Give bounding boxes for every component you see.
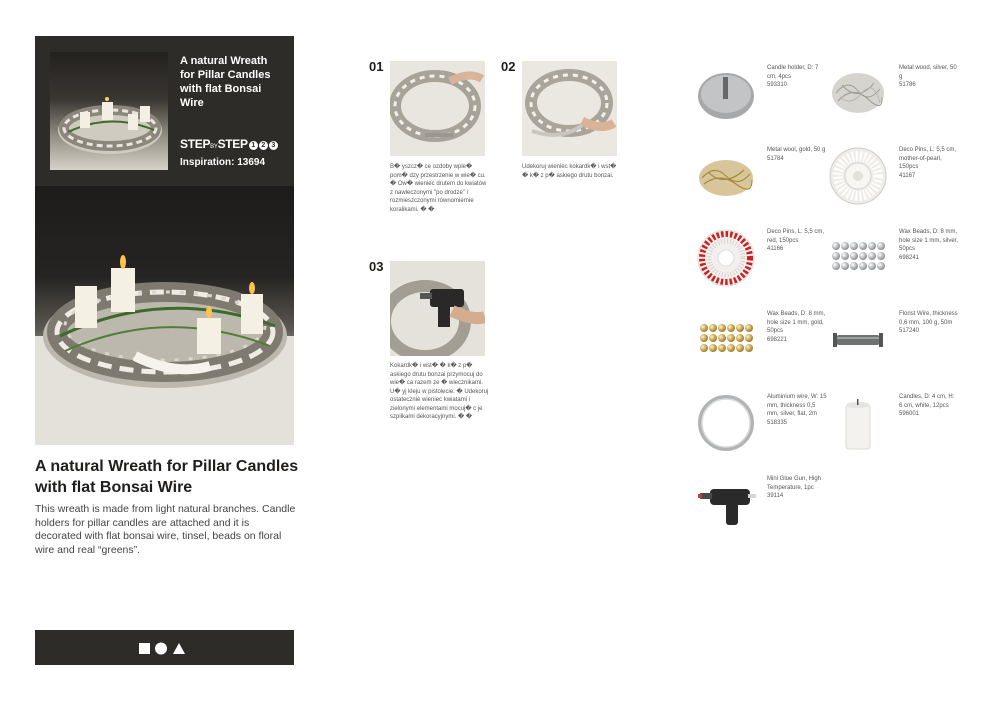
red-pins-icon	[696, 228, 756, 288]
material-label: Deco Pins, L: 5,5 cm, red, 150pcs 41166	[767, 229, 825, 253]
main-title: A natural Wreath for Pillar Candles with flat Bonsai Wire	[35, 458, 299, 496]
material-label: Candles, D: 4 cm, H: 6 cm, white, 12pcs 596001	[899, 394, 955, 418]
step-1-photo	[390, 61, 485, 156]
main-description: This wreath is made from light natural branches. Candle holders for pillar candles are attached and it is decorated with flat bonsai wire, tinsel, beads on floral wire and real “greens”.	[35, 503, 296, 556]
pearl-pins-icon	[828, 146, 888, 206]
step-2-photo	[522, 61, 617, 156]
step-1-text: B� yszcz� ce ozdoby wple� pom� dzy przestrzenie w wie� cu. � Ow� wieniec drutem do kwiatów z nawleczonymi "po drodze" i rozmieszczonymi równomiernie koralikami. � �	[390, 164, 487, 213]
material-label: Wax Beads, D: 8 mm, hole size 1 mm, silver, 50pcs 698241	[899, 229, 959, 261]
step-number: 01	[369, 59, 384, 74]
material-label: Deco Pins, L: 5,5 cm, mother-of-pearl, 150pcs 41167	[899, 147, 957, 179]
footer-bar	[35, 630, 294, 665]
gold-beads-icon	[696, 310, 756, 370]
candle-icon	[828, 393, 888, 453]
step-2-text: Udekoruj wieniec kokardk� i wst� � k� z p� askiego drutu bonzai.	[522, 164, 617, 179]
aluminium-wire-icon	[696, 393, 756, 453]
header-title: A natural Wreath for Pillar Candles with flat Bonsai Wire	[180, 55, 271, 109]
florist-wire-icon	[828, 310, 888, 370]
wreath-thumbnail	[50, 52, 168, 170]
wreath-main-photo	[35, 186, 294, 445]
materials-category-icons	[137, 640, 193, 656]
logo-number: 2	[259, 141, 268, 150]
header-panel	[35, 36, 294, 186]
material-label: Metal wool, gold, 50 g 51784	[767, 147, 826, 162]
material-label: Candle holder, D: 7 cm, 4pcs 593310	[767, 65, 819, 89]
step-number: 03	[369, 259, 384, 274]
silver-beads-icon	[828, 228, 888, 288]
glue-gun-icon	[696, 475, 756, 535]
metal-wool-gold-icon	[696, 146, 756, 206]
material-label: Florist Wire, thickness 0,6 mm, 100 g, 50m 517240	[899, 311, 958, 335]
step-3-text: Kokardk� i wst� � k� z p� askiego drutu bonzai przymocuj do wie� ca razem ze � wiecznikami. U� yj kleju w pistolecie. � Udekoruj ostatecznie wieniec kwiatami i zielonymi elementami mocuj� c je szpilkami dekoracyjnymi. � �	[390, 363, 489, 420]
candle-holder-icon	[696, 63, 756, 123]
step-by-step-logo: STEPBYSTEP 1 2 3	[180, 137, 278, 151]
material-label: Wax Beads, D: 8 mm, hole size 1 mm, gold, 50pcs 698221	[767, 311, 826, 343]
material-label: Aluminium wire, W: 15 mm, thickness 0,5 mm, silver, flat, 2m 518335	[767, 394, 827, 426]
logo-number: 1	[249, 141, 258, 150]
material-label: Metal wood, silver, 50 g 51786	[899, 65, 957, 89]
logo-number: 3	[269, 141, 278, 150]
inspiration-number: Inspiration: 13694	[180, 157, 266, 168]
material-label: Mini Glue Gun, High Temperature, 1pc 39114	[767, 476, 822, 500]
step-3-photo	[390, 261, 485, 356]
metal-wood-silver-icon	[828, 63, 888, 123]
step-number: 02	[501, 59, 516, 74]
